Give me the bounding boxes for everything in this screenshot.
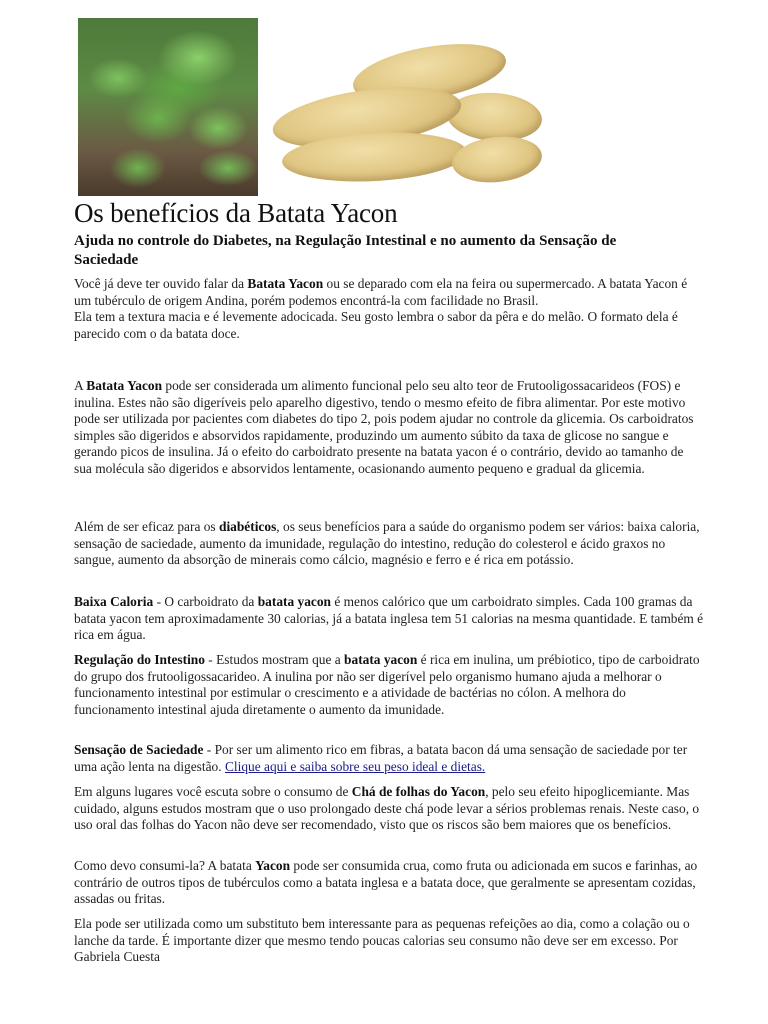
article-subtitle: Ajuda no controle do Diabetes, na Regulação Intestinal e no aumento da Sensação de Saciedade bbox=[74, 233, 617, 268]
section-heading: Sensação de Saciedade bbox=[74, 742, 204, 757]
paragraph-intro: Você já deve ter ouvido falar da Batata Yacon ou se deparado com ela na feira ou supermercado. A batata Yacon é um tubérculo de origem Andina, porém podemos encontrá-la com facilidade no Brasil. Ela tem a textura macia e é levemente adocicada. Seu gosto lembra o sabor da pêra e do melão. O formato dela é parecido com o da batata doce. bbox=[74, 276, 688, 341]
paragraph-conclusion: Ela pode ser utilizada como um substituto bem interessante para as pequenas refeições ao dia, como a colação ou o lanche da tarde. É importante dizer que mesmo tendo poucas calorias seu consumo não deve ser em excesso. Por Gabriela Cuesta bbox=[74, 916, 690, 965]
yacon-tubers-image bbox=[272, 45, 547, 187]
paragraph-tea-warning: Em alguns lugares você escuta sobre o consumo de Chá de folhas do Yacon, pelo seu efeito hipoglicemiante. Mas cuidado, alguns estudos mostram que o uso prolongado deste chá pode levar a sérios problemas renais. Neste caso, o uso oral das folhas do Yacon não deve ser recomendado, visto que os riscos são bem maiores que os benefícios. bbox=[74, 784, 700, 833]
paragraph-benefits: Além de ser eficaz para os diabéticos, os seus benefícios para a saúde do organismo podem ser vários: baixa caloria, sensação de saciedade, aumento da imunidade, regulação do intestino, redução do colesterol e ácido graxos no sangue, aumento da absorção de minerais como cálcio, magnésio e ferro e é rica em potássio. bbox=[74, 519, 700, 568]
header-images bbox=[0, 0, 700, 200]
paragraph-satiety: Sensação de Saciedade - Por ser um alimento rico em fibras, a batata bacon dá uma sensação de saciedade por ter uma ação lenta na digestão. Clique aqui e saiba sobre seu peso ideal e dietas. bbox=[74, 742, 688, 774]
article-title: Os benefícios da Batata Yacon bbox=[74, 198, 398, 228]
section-heading: Baixa Caloria bbox=[74, 594, 154, 609]
ideal-weight-link[interactable]: Clique aqui e saiba sobre seu peso ideal e dietas. bbox=[224, 758, 486, 774]
yacon-plant-image bbox=[78, 18, 258, 196]
paragraph-low-calorie: Baixa Caloria - O carboidrato da batata yacon é menos calórico que um carboidrato simples. Cada 100 gramas da batata yacon tem aproximadamente 30 calorias, já a batata inglesa tem 51 calorias na mesma quantidade. E também é rica em água. bbox=[74, 594, 704, 643]
paragraph-functional-food: A Batata Yacon pode ser considerada um alimento funcional pelo seu alto teor de Frutooligossacarideos (FOS) e inulina. Estes não são digeríveis pelo aparelho digestivo, tendo o mesmo efeito de fibra alimentar. Por este motivo pode ser utilizada por pacientes com diabetes do tipo 2, pois podem ajudar no controle da glicemia. Os carboidratos simples são digeridos e absorvidos rapidamente, produzindo um aumento súbito da taxa de glicose no sangue e gerando picos de insulina. Já o efeito do carboidrato presente na batata yacon é o contrário, devido ao tamanho de sua molécula são digeridos e absorvidos lentamente, ocasionando aumento pequeno e gradual da glicemia. bbox=[74, 378, 694, 476]
paragraph-consumption: Como devo consumi-la? A batata Yacon pode ser consumida crua, como fruta ou adicionada em sucos e farinhas, ao contrário de outros tipos de tubérculos como a batata inglesa e a batata doce, que geralmente se apresentam cozidas, assadas ou fritas. bbox=[74, 858, 698, 907]
paragraph-intestine: Regulação do Intestino - Estudos mostram que a batata yacon é rica em inulina, um prébiotico, tipo de carboidrato do grupo dos frutooligossacarideo. A inulina por não ser digerível pelo organismo humano ajuda a melhorar o funcionamento intestinal por estimular o crescimento e a atividade de bactérias no cólon. A melhora do funcionamento intestinal ajuda diretamente o aumento da imunidade. bbox=[74, 652, 700, 717]
section-heading: Regulação do Intestino bbox=[74, 652, 205, 667]
